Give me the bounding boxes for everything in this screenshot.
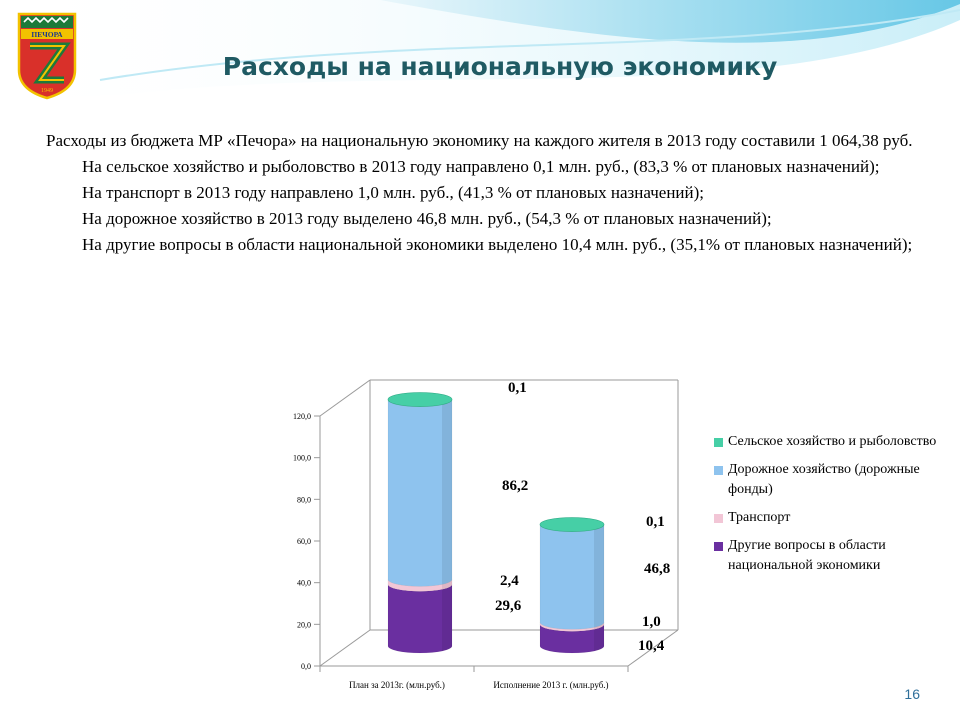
paragraph-transport: На транспорт в 2013 году направлено 1,0 млн. руб., (41,3 % от плановых назначений); [82, 183, 705, 202]
data-label: 0,1 [646, 514, 665, 530]
y-tick-label: 20,0 [297, 620, 311, 630]
legend-item-roads [714, 460, 944, 500]
legend [714, 432, 944, 584]
page-number: 16 [904, 686, 920, 702]
svg-text:ПЕЧОРА: ПЕЧОРА [31, 30, 63, 39]
legend-label: Транспорт [728, 510, 791, 525]
y-axis [293, 412, 320, 671]
data-label: 0,1 [508, 380, 527, 396]
y-tick-label: 40,0 [297, 578, 311, 588]
bar-top-cap [540, 518, 604, 532]
paragraph-agriculture: На сельское хозяйство и рыболовство в 2013 году направлено 0,1 млн. руб., (83,3 % от плановых назначений); [82, 157, 880, 176]
x-tick-label: Исполнение 2013 г. (млн.руб.) [493, 680, 609, 690]
data-label: 2,4 [500, 573, 519, 589]
y-tick-label: 100,0 [293, 453, 311, 463]
legend-label: Сельское хозяйство и рыболовство [728, 434, 937, 449]
city-emblem [16, 10, 78, 100]
y-tick-label: 60,0 [297, 537, 311, 546]
legend-item-agriculture [714, 432, 944, 452]
paragraph-roads: На дорожное хозяйство в 2013 году выделено 46,8 млн. руб., (54,3 % от плановых назначений); [82, 209, 772, 228]
data-label: 10,4 [638, 638, 665, 654]
legend-swatch [714, 438, 723, 447]
x-axis [349, 680, 609, 690]
y-tick-label: 0,0 [301, 662, 311, 671]
bar-segment-shade [442, 584, 452, 651]
data-label: 1,0 [642, 614, 661, 630]
legend-item-other [714, 536, 944, 576]
bar-segment-shade [442, 400, 452, 584]
chart-3d-frame [320, 380, 678, 672]
bar-segment-shade [594, 525, 604, 627]
legend-label: Дорожное хозяйство (дорожные фонды) [728, 462, 920, 497]
legend-swatch [714, 466, 723, 475]
legend-label: Другие вопросы в области национальной экономики [728, 538, 886, 573]
y-tick-label: 120,0 [293, 412, 311, 421]
paragraph-other: На другие вопросы в области национальной экономики выделено 10,4 млн. руб., (35,1% от плановых назначений); [82, 235, 913, 254]
y-tick-label: 80,0 [297, 495, 311, 505]
legend-swatch [714, 514, 723, 523]
x-tick-label: План за 2013г. (млн.руб.) [349, 680, 445, 690]
legend-item-transport [714, 508, 944, 528]
data-label: 46,8 [644, 561, 671, 577]
svg-text:1949: 1949 [41, 88, 53, 94]
body-text [46, 128, 922, 258]
legend-swatch [714, 542, 723, 551]
paragraph-per-capita: Расходы из бюджета МР «Печора» на национальную экономику на каждого жителя в 2013 году составили 1 064,38 руб. [46, 131, 913, 150]
bars [388, 380, 670, 654]
slide-title: Расходы на национальную экономику [222, 52, 778, 81]
data-label: 86,2 [502, 478, 529, 494]
bar-top-cap [388, 393, 452, 407]
data-label: 29,6 [495, 598, 522, 614]
